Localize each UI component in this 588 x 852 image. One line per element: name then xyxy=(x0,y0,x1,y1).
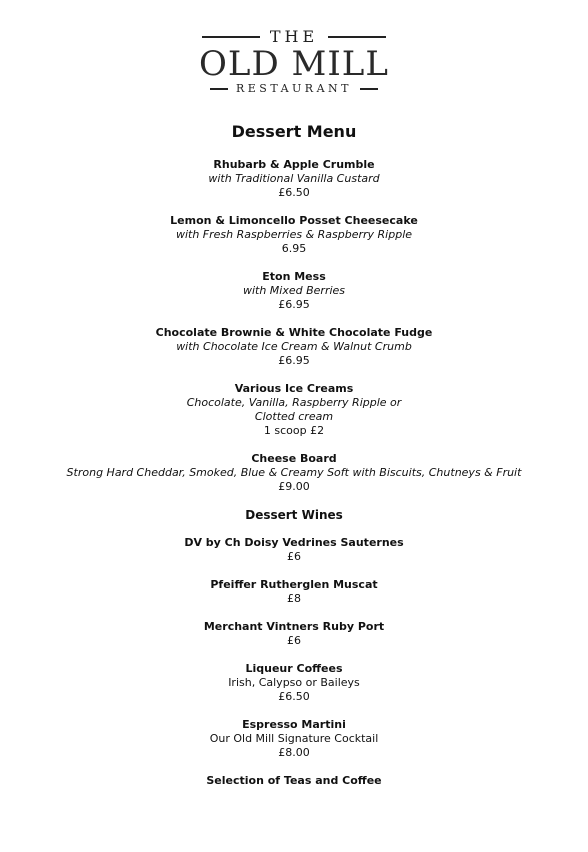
menu-item-ice-creams xyxy=(0,382,588,438)
item-name: Pfeiffer Rutherglen Muscat xyxy=(210,578,378,591)
logo-sub-text: RESTAURANT xyxy=(236,82,352,95)
menu-item-liqueur-coffees xyxy=(0,662,588,704)
item-price: £6.50 xyxy=(278,690,310,703)
logo-rule-right xyxy=(328,36,386,38)
menu-item-sauternes xyxy=(0,536,588,564)
menu-item-brownie xyxy=(0,326,588,368)
item-description: Irish, Calypso or Baileys xyxy=(228,676,360,689)
item-description-line-2: Clotted cream xyxy=(254,410,334,423)
item-name: Selection of Teas and Coffee xyxy=(206,774,382,787)
item-description: with Fresh Raspberries & Raspberry Ripple xyxy=(175,228,413,241)
item-name: Eton Mess xyxy=(262,270,326,283)
item-price: 1 scoop £2 xyxy=(263,424,325,437)
logo-rule-left xyxy=(202,36,260,38)
dessert-menu xyxy=(0,120,588,802)
item-price: £6.95 xyxy=(278,354,310,367)
item-price: 6.95 xyxy=(281,242,307,255)
item-name: Merchant Vintners Ruby Port xyxy=(203,620,385,633)
item-price: £8 xyxy=(287,592,301,605)
dessert-wines-heading: Dessert Wines xyxy=(245,508,343,522)
restaurant-logo xyxy=(0,28,588,100)
menu-title: Dessert Menu xyxy=(231,122,357,141)
item-description: with Traditional Vanilla Custard xyxy=(208,172,380,185)
item-name: Chocolate Brownie & White Chocolate Fudge xyxy=(155,326,433,339)
item-price: £6.50 xyxy=(278,186,310,199)
logo-rule-right-small xyxy=(360,88,378,90)
item-price: £6.95 xyxy=(278,298,310,311)
logo-the-text: THE xyxy=(269,27,319,46)
item-name: DV by Ch Doisy Vedrines Sauternes xyxy=(184,536,404,549)
menu-item-teas-coffee xyxy=(0,774,588,788)
item-description: with Mixed Berries xyxy=(242,284,346,297)
item-description: Chocolate, Vanilla, Raspberry Ripple or xyxy=(186,396,402,409)
item-price: £9.00 xyxy=(278,480,310,493)
logo-rule-left-small xyxy=(210,88,228,90)
item-description: Our Old Mill Signature Cocktail xyxy=(209,732,379,745)
logo-name-text: OLD MILL xyxy=(199,44,389,84)
item-name: Various Ice Creams xyxy=(234,382,354,395)
item-description: with Chocolate Ice Cream & Walnut Crumb xyxy=(176,340,412,353)
item-price: £6 xyxy=(287,550,301,563)
item-name: Cheese Board xyxy=(251,452,337,465)
menu-item-cheesecake xyxy=(0,214,588,256)
logo-bottom-row xyxy=(210,82,378,96)
menu-item-cheese-board xyxy=(0,452,588,494)
item-price: £8.00 xyxy=(278,746,310,759)
menu-item-crumble xyxy=(0,158,588,200)
menu-item-ruby-port xyxy=(0,620,588,648)
item-price: £6 xyxy=(287,634,301,647)
item-description: Strong Hard Cheddar, Smoked, Blue & Creamy Soft with Biscuits, Chutneys & Fruit xyxy=(66,466,522,479)
menu-item-muscat xyxy=(0,578,588,606)
menu-item-eton-mess xyxy=(0,270,588,312)
item-name: Liqueur Coffees xyxy=(245,662,343,675)
menu-item-espresso-martini xyxy=(0,718,588,760)
item-name: Lemon & Limoncello Posset Cheesecake xyxy=(170,214,418,227)
item-name: Rhubarb & Apple Crumble xyxy=(213,158,375,171)
item-name: Espresso Martini xyxy=(242,718,346,731)
